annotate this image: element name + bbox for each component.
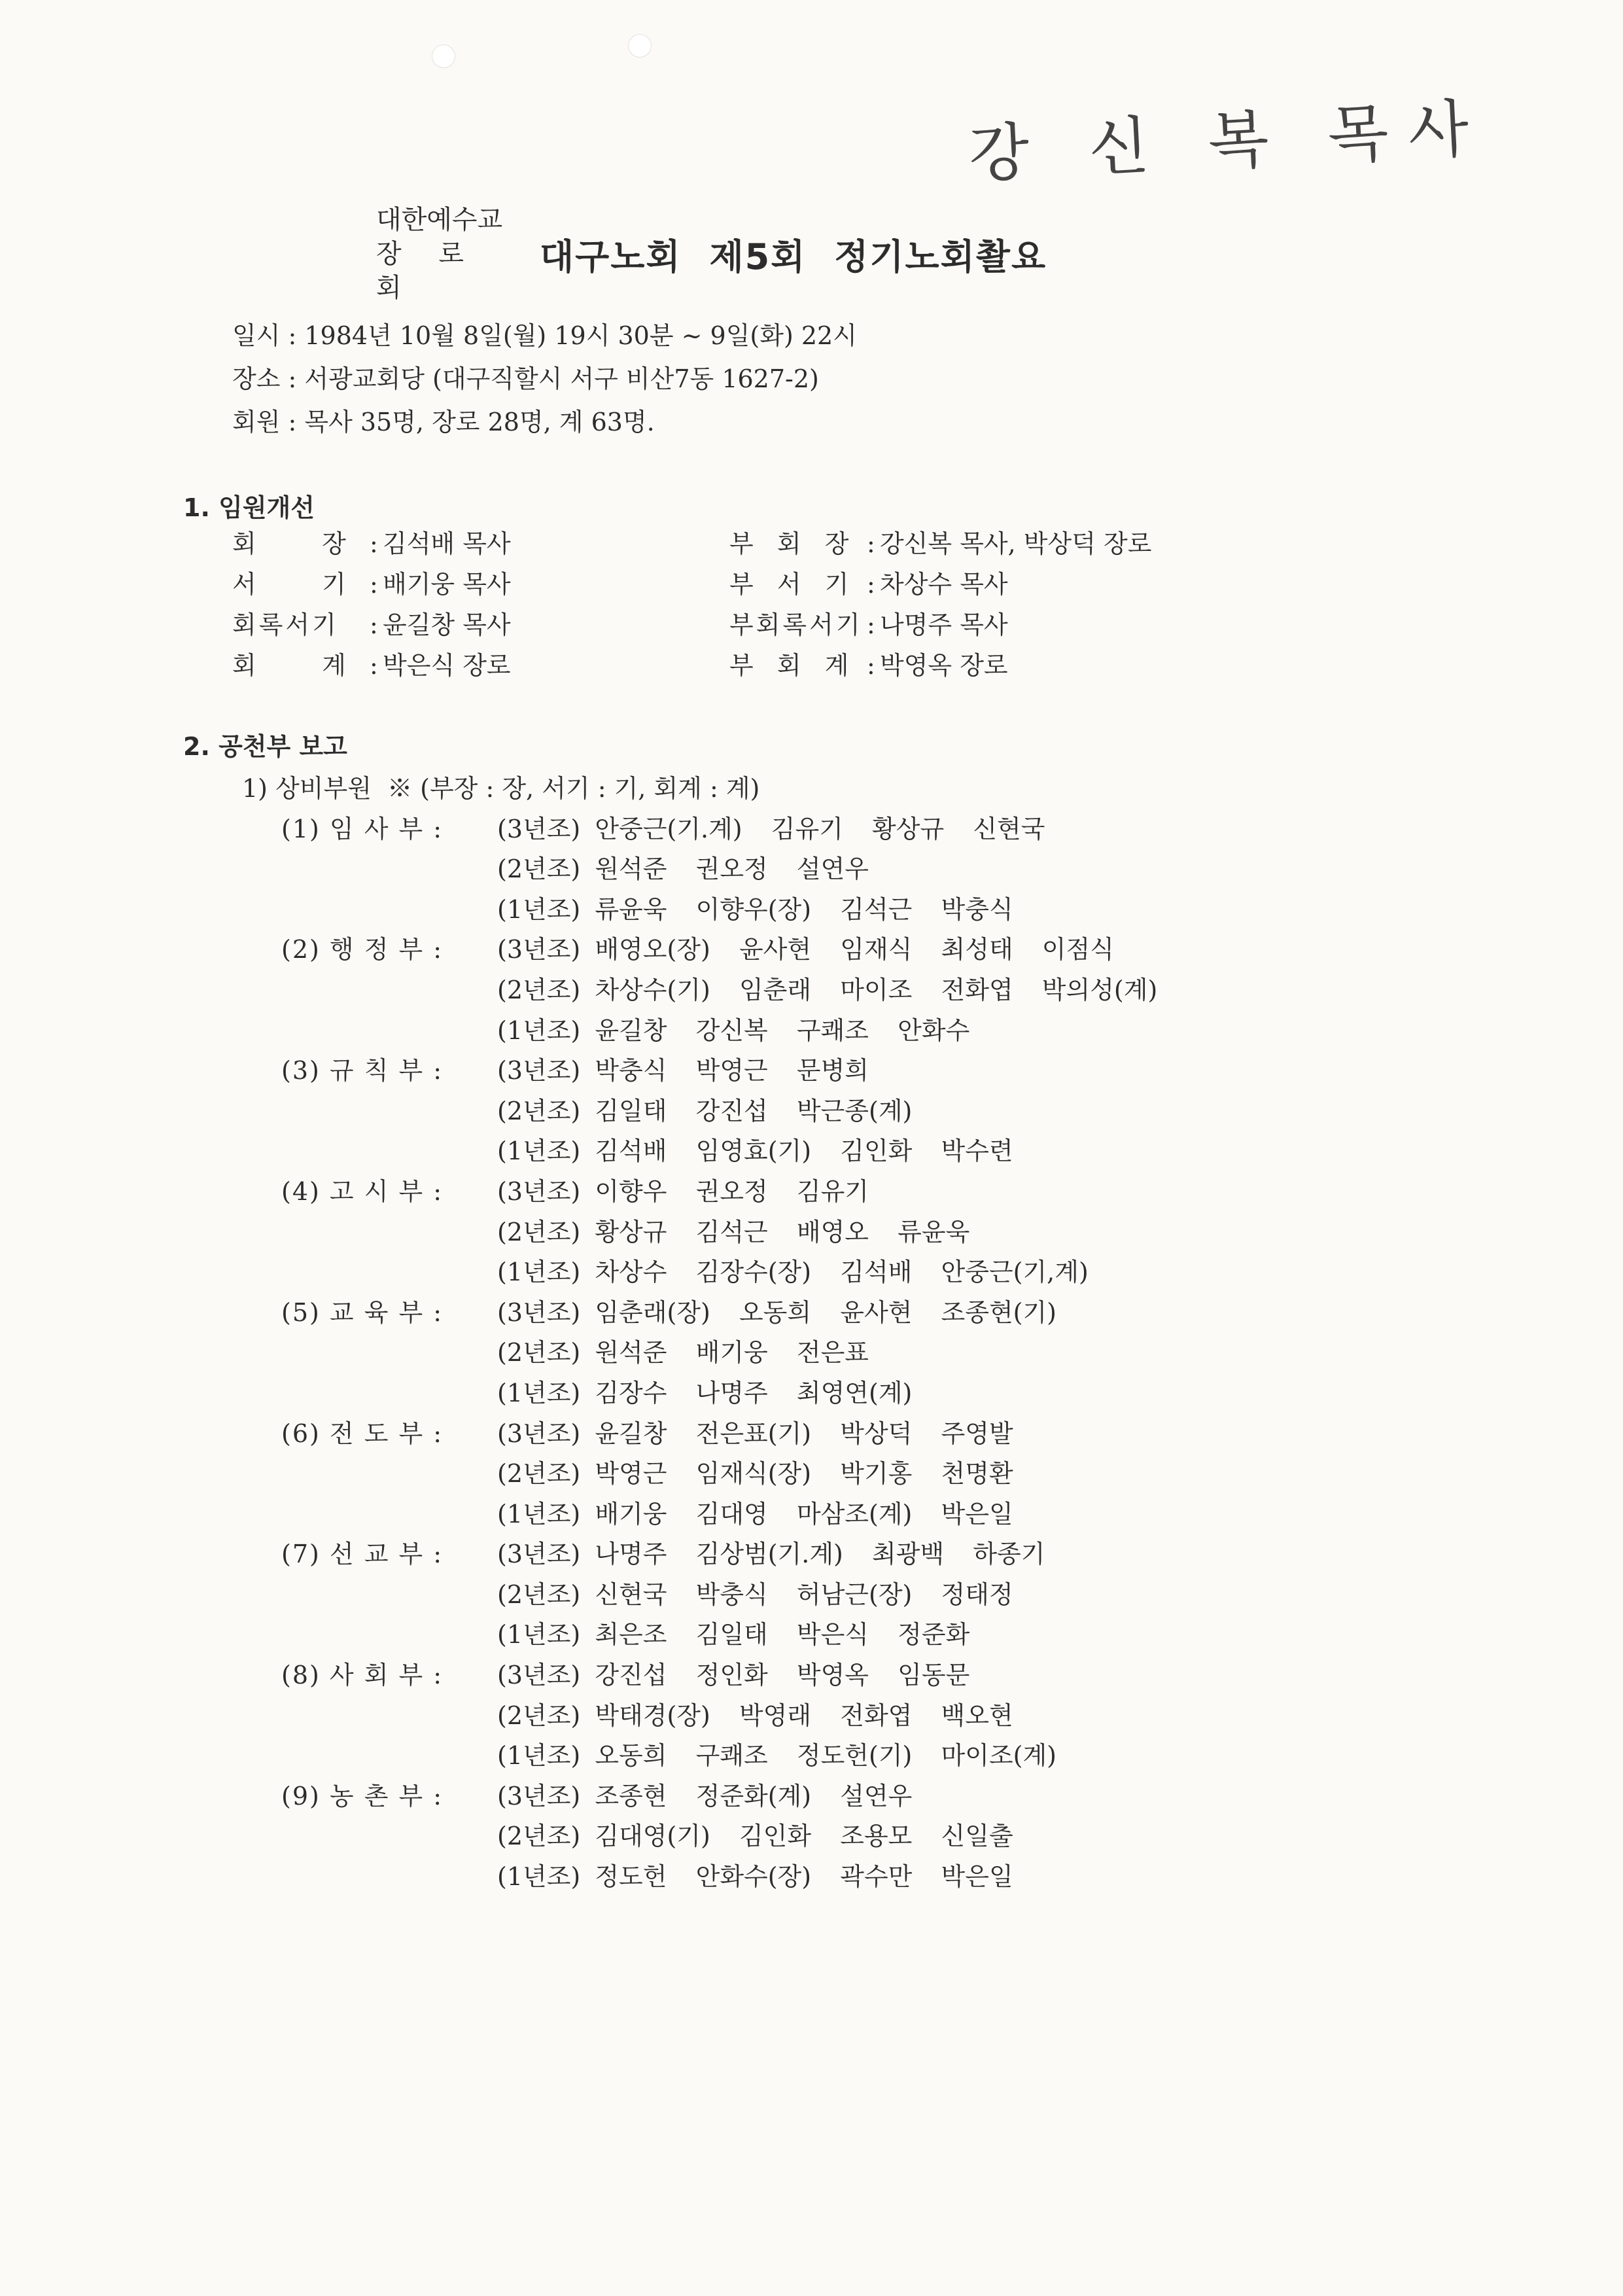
committee-members: (2년조) 김일태 강진섭 박근종(계) bbox=[497, 1096, 913, 1125]
document-header bbox=[363, 203, 1047, 305]
org-line-1: 대한예수교 bbox=[376, 205, 503, 235]
committee-members: (2년조) 박태경(장) 박영래 전화엽 백오현 bbox=[497, 1701, 1013, 1730]
handwritten-note: 강 신 복 목사 bbox=[967, 91, 1491, 192]
committee-name-spacer bbox=[242, 1494, 497, 1535]
committee-members: (1년조) 차상수 김장수(장) 김석배 안중근(기,계) bbox=[497, 1258, 1089, 1287]
officer-role: 서 기 bbox=[232, 570, 349, 599]
org-line-2: 장 로 회 bbox=[376, 239, 478, 303]
committee-name: (3) 규 칙 부 : bbox=[281, 1056, 444, 1086]
committee-row bbox=[242, 1776, 1157, 1817]
punch-hole-right bbox=[628, 34, 652, 58]
committee-row bbox=[242, 970, 1157, 1011]
committee-members: (3년조) 안중근(기.계) 김유기 황상규 신현국 bbox=[497, 814, 1045, 843]
committee-name-spacer bbox=[242, 1333, 497, 1373]
meeting-members: 회원 : 목사 35명, 장로 28명, 계 63명. bbox=[232, 408, 655, 436]
committee-members: (2년조) 차상수(기) 임춘래 마이조 전화엽 박의성(계) bbox=[497, 975, 1158, 1004]
committee-members: (1년조) 윤길창 강신복 구쾌조 안화수 bbox=[497, 1016, 970, 1045]
committee-row bbox=[242, 1816, 1157, 1857]
committee-name-spacer bbox=[242, 1454, 497, 1494]
committee-row bbox=[242, 1615, 1157, 1655]
section-2-title: 2. 공천부 보고 bbox=[183, 732, 347, 761]
committee-name: (7) 선 교 부 : bbox=[281, 1540, 444, 1569]
committee-row bbox=[242, 1293, 1157, 1333]
officer-row: 서 기 : 배기웅 목사 부 서 기 : 차상수 목사 bbox=[232, 564, 1151, 605]
committee-name-spacer bbox=[242, 849, 497, 890]
committee-row bbox=[242, 1091, 1157, 1132]
committee-rows bbox=[242, 809, 1157, 1898]
committee-name-spacer bbox=[242, 1736, 497, 1776]
committee-row bbox=[242, 1655, 1157, 1696]
committee-name-spacer bbox=[242, 1212, 497, 1253]
committee-members: (1년조) 김장수 나명주 최영연(계) bbox=[497, 1378, 913, 1407]
committee-row bbox=[242, 1252, 1157, 1293]
officer-row: 회 계 : 박은식 장로 부 회 계 : 박영옥 장로 bbox=[232, 645, 1151, 686]
committee-name-spacer bbox=[242, 1696, 497, 1737]
committee-name-spacer bbox=[242, 1373, 497, 1414]
officer-role: 부회록서기 bbox=[729, 610, 863, 639]
committee-list bbox=[242, 769, 1157, 1898]
committee-members: (3년조) 조종현 정준화(계) 설연우 bbox=[497, 1781, 913, 1810]
committee-row bbox=[242, 1212, 1157, 1253]
committee-row bbox=[242, 1534, 1157, 1575]
committee-name: (5) 교 육 부 : bbox=[281, 1298, 444, 1327]
committee-row bbox=[242, 1575, 1157, 1616]
committee-row bbox=[242, 1051, 1157, 1091]
committee-name-spacer bbox=[242, 1615, 497, 1655]
officer-role: 회 장 bbox=[232, 529, 349, 558]
committee-row bbox=[242, 1011, 1157, 1051]
committee-members: (3년조) 강진섭 정인화 박영옥 임동문 bbox=[497, 1661, 970, 1690]
document-title: 대구노회 제5회 정기노회촬요 bbox=[540, 236, 1047, 277]
section-1-title: 1. 임원개선 bbox=[183, 493, 315, 522]
committee-members: (3년조) 박충식 박영근 문병희 bbox=[497, 1056, 869, 1086]
committee-row bbox=[242, 1172, 1157, 1212]
officer-name: 박영옥 장로 bbox=[880, 651, 1008, 680]
officer-role: 회 계 bbox=[232, 651, 349, 680]
organization-name bbox=[363, 203, 514, 305]
meeting-place: 장소 : 서광교회당 (대구직할시 서구 비산7동 1627-2) bbox=[232, 364, 819, 393]
committee-members: (3년조) 나명주 김상범(기.계) 최광백 하종기 bbox=[497, 1540, 1045, 1569]
committee-members: (2년조) 원석준 배기웅 전은표 bbox=[497, 1338, 869, 1368]
committee-members: (1년조) 김석배 임영효(기) 김인화 박수련 bbox=[497, 1137, 1013, 1166]
committee-row bbox=[242, 849, 1157, 890]
committee-members: (3년조) 윤길창 전은표(기) 박상덕 주영발 bbox=[497, 1419, 1013, 1448]
committee-name: (9) 농 촌 부 : bbox=[281, 1781, 444, 1810]
officer-name: 윤길창 목사 bbox=[383, 610, 511, 639]
committee-name: (6) 전 도 부 : bbox=[281, 1419, 444, 1448]
meeting-date: 일시 : 1984년 10월 8일(월) 19시 30분 ~ 9일(화) 22시 bbox=[232, 321, 857, 350]
officer-role: 부 회 계 bbox=[729, 651, 852, 680]
officer-name: 나명주 목사 bbox=[880, 610, 1008, 639]
committee-row bbox=[242, 1373, 1157, 1414]
meeting-info bbox=[232, 314, 857, 444]
committee-row bbox=[242, 1454, 1157, 1494]
punch-hole-left bbox=[432, 44, 455, 68]
committee-members: (2년조) 박영근 임재식(장) 박기홍 천명환 bbox=[497, 1459, 1013, 1489]
committee-row bbox=[242, 1857, 1157, 1898]
committee-members: (3년조) 배영오(장) 윤사현 임재식 최성태 이점식 bbox=[497, 935, 1114, 964]
committee-row bbox=[242, 1736, 1157, 1776]
committee-name-spacer bbox=[242, 1252, 497, 1293]
committee-members: (3년조) 이향우 권오정 김유기 bbox=[497, 1176, 869, 1206]
officer-role: 부 회 장 bbox=[729, 529, 852, 558]
officer-role: 회록서기 bbox=[232, 610, 339, 639]
committee-members: (2년조) 황상규 김석근 배영오 류윤욱 bbox=[497, 1217, 970, 1246]
committee-name-spacer bbox=[242, 1816, 497, 1857]
officer-row: 회록서기 : 윤길창 목사 부회록서기 : 나명주 목사 bbox=[232, 605, 1151, 645]
committee-name-spacer bbox=[242, 1131, 497, 1172]
committee-row bbox=[242, 809, 1157, 850]
committee-row bbox=[242, 890, 1157, 930]
committee-members: (2년조) 원석준 권오정 설연우 bbox=[497, 855, 869, 884]
committee-row bbox=[242, 1696, 1157, 1737]
officer-name: 박은식 장로 bbox=[383, 651, 511, 680]
committee-row bbox=[242, 930, 1157, 970]
committee-name-spacer bbox=[242, 1857, 497, 1898]
officer-row: 회 장 : 김석배 목사 부 회 장 : 강신복 목사, 박상덕 장로 bbox=[232, 523, 1151, 564]
committee-name-spacer bbox=[242, 1575, 497, 1616]
officer-name: 배기웅 목사 bbox=[383, 570, 511, 599]
officer-name: 차상수 목사 bbox=[880, 570, 1008, 599]
committee-name-spacer bbox=[242, 890, 497, 930]
committee-members: (1년조) 정도헌 안화수(장) 곽수만 박은일 bbox=[497, 1862, 1013, 1892]
committee-row bbox=[242, 1494, 1157, 1535]
committee-name: (1) 임 사 부 : bbox=[281, 814, 444, 843]
committee-name: (8) 사 회 부 : bbox=[281, 1661, 444, 1690]
committee-row bbox=[242, 1333, 1157, 1373]
committee-members: (2년조) 김대영(기) 김인화 조용모 신일출 bbox=[497, 1822, 1013, 1851]
committee-name-spacer bbox=[242, 970, 497, 1011]
officer-role: 부 서 기 bbox=[729, 570, 852, 599]
committee-members: (2년조) 신현국 박충식 허남근(장) 정태정 bbox=[497, 1580, 1013, 1609]
committee-name-spacer bbox=[242, 1091, 497, 1132]
committee-members: (1년조) 최은조 김일태 박은식 정준화 bbox=[497, 1620, 970, 1650]
officer-name: 강신복 목사, 박상덕 장로 bbox=[880, 529, 1152, 558]
committee-name: (4) 고 시 부 : bbox=[281, 1176, 444, 1206]
committee-name: (2) 행 정 부 : bbox=[281, 935, 444, 964]
committee-members: (1년조) 류윤욱 이향우(장) 김석근 박충식 bbox=[497, 894, 1013, 924]
committee-members: (3년조) 임춘래(장) 오동희 윤사현 조종현(기) bbox=[497, 1298, 1057, 1327]
committee-row bbox=[242, 1131, 1157, 1172]
committee-row bbox=[242, 1414, 1157, 1455]
committee-name-spacer bbox=[242, 1011, 497, 1051]
officers-list bbox=[232, 523, 1151, 686]
committee-members: (1년조) 배기웅 김대영 마삼조(계) 박은일 bbox=[497, 1499, 1013, 1528]
officer-name: 김석배 목사 bbox=[383, 529, 511, 558]
committee-members: (1년조) 오동희 구쾌조 정도헌(기) 마이조(계) bbox=[497, 1741, 1057, 1771]
standing-committee-subtitle: 1) 상비부원 ※ (부장 : 장, 서기 : 기, 회계 : 계) bbox=[242, 774, 760, 803]
